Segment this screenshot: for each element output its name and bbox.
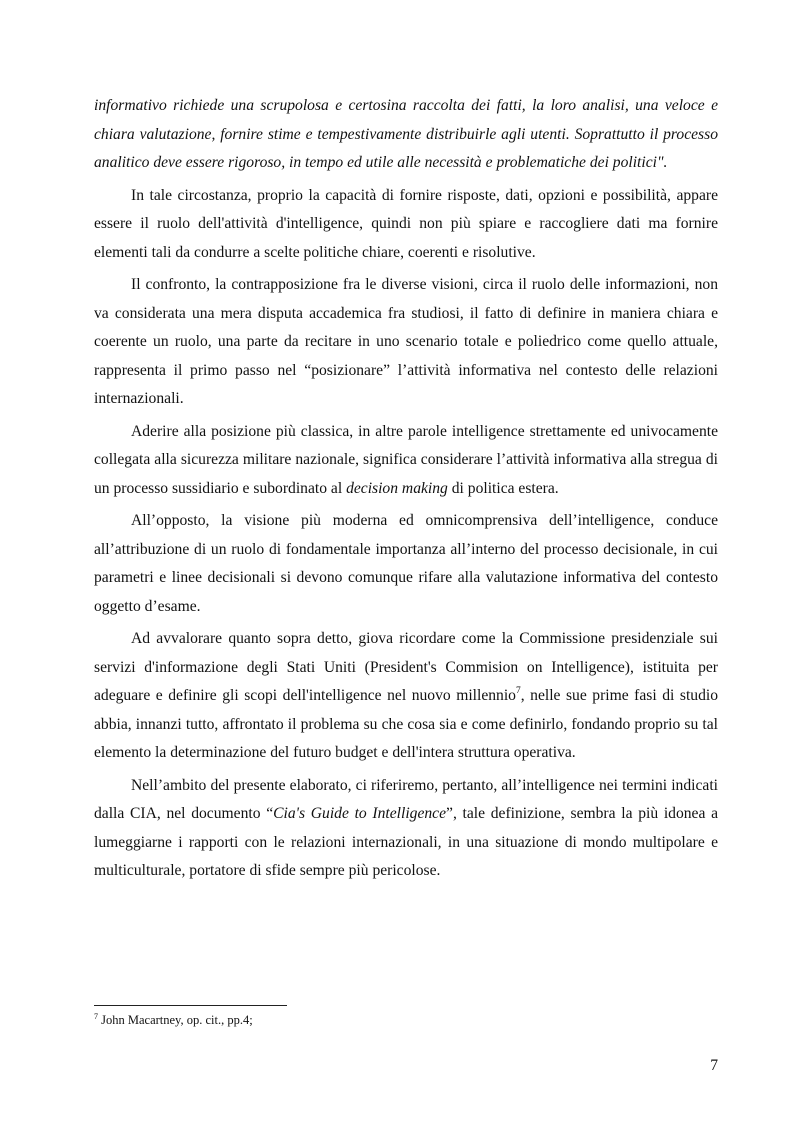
footnote-text: John Macartney, op. cit., pp.4; xyxy=(98,1013,253,1027)
document-title: Cia's Guide to Intelligence xyxy=(273,805,447,822)
emphasis-term: decision making xyxy=(346,479,448,497)
footnote-separator xyxy=(94,1005,287,1006)
footnote-number: 7 xyxy=(94,1012,98,1021)
body-paragraph-modern-vision: All’opposto, la visione più moderna ed omnicomprensiva dell’intelligence, conduce all’attribuzione di un ruolo di fondamentale importanza all’interno del processo decisionale, in cui parametri e linee decisionali si devono comunque rifare alla valutazione informativa del contesto oggetto d’esame. xyxy=(94,512,718,615)
footnote-reference: 7 xyxy=(515,686,521,696)
quote-continuation-paragraph: informativo richiede una scrupolosa e certosina raccolta dei fatti, la loro analisi, una veloce e chiara valutazione, fornire stime e tempestivamente distribuirle agli utenti. Soprattutto il processo analitico deve essere rigoroso, in tempo ed utile alle necessità e problematiche dei politici". xyxy=(94,97,718,171)
paragraph-text-segment: ”, tale definizione, sembra la più idonea a lumeggiarne i rapporti con le relazioni internazionali, in una situazione di mondo multipolare e multiculturale, portatore di sfide sempre più pericolose. xyxy=(94,805,719,879)
body-paragraph-cia-definition xyxy=(94,772,718,886)
body-paragraph-presidential-commission xyxy=(94,625,718,768)
paragraph-text-segment: Aderire alla posizione più classica, in altre parole intelligence strettamente ed univocamente collegata alla sicurezza militare nazionale, significa considerare l’attività informativa alla stregua di un processo sussidiario e subordinato al xyxy=(94,422,718,497)
body-paragraph-classic-position xyxy=(94,418,718,504)
paragraph-text-segment: di politica estera. xyxy=(447,479,559,497)
footnote xyxy=(94,1012,253,1028)
body-paragraph-intelligence-role: In tale circostanza, proprio la capacità di fornire risposte, dati, opzioni e possibilità, appare essere il ruolo dell'attività d'intelligence, quindi non più spiare e raccogliere dati ma fornire elementi tali da condurre a scelte politiche chiare, coerenti e risolutive. xyxy=(94,186,718,261)
paragraph-text-segment: Ad avvalorare quanto sopra detto, giova ricordare come la Commissione presidenziale sui servizi d'informazione degli Stati Uniti (President's Commision on Intelligence), istituita per adeguare e definire gli scopi dell'intelligence nel nuovo millennio xyxy=(94,630,718,704)
paragraph-text-segment: Nell’ambito del presente elaborato, ci riferiremo, pertanto, all’intelligence nei termini indicati dalla CIA, nel documento “ xyxy=(94,776,718,822)
body-paragraph-visions-comparison: Il confronto, la contrapposizione fra le diverse visioni, circa il ruolo delle informazioni, non va considerata una mera disputa accademica fra studiosi, il fatto di definire in maniera chiara e coerente un ruolo, una parte da recitare in uno scenario totale e poliedrico come quello attuale, rappresenta il primo passo nel “posizionare” l’attività informativa nel contesto delle relazioni internazionali. xyxy=(94,276,718,407)
paragraph-text-segment: , nelle sue prime fasi di studio abbia, innanzi tutto, affrontato il problema su che cosa sia e come definirlo, fondando proprio su tal elemento la determinazione del futuro budget e dell'intera struttura operativa. xyxy=(94,687,718,761)
page-body xyxy=(94,92,718,890)
page-number: 7 xyxy=(710,1057,718,1074)
